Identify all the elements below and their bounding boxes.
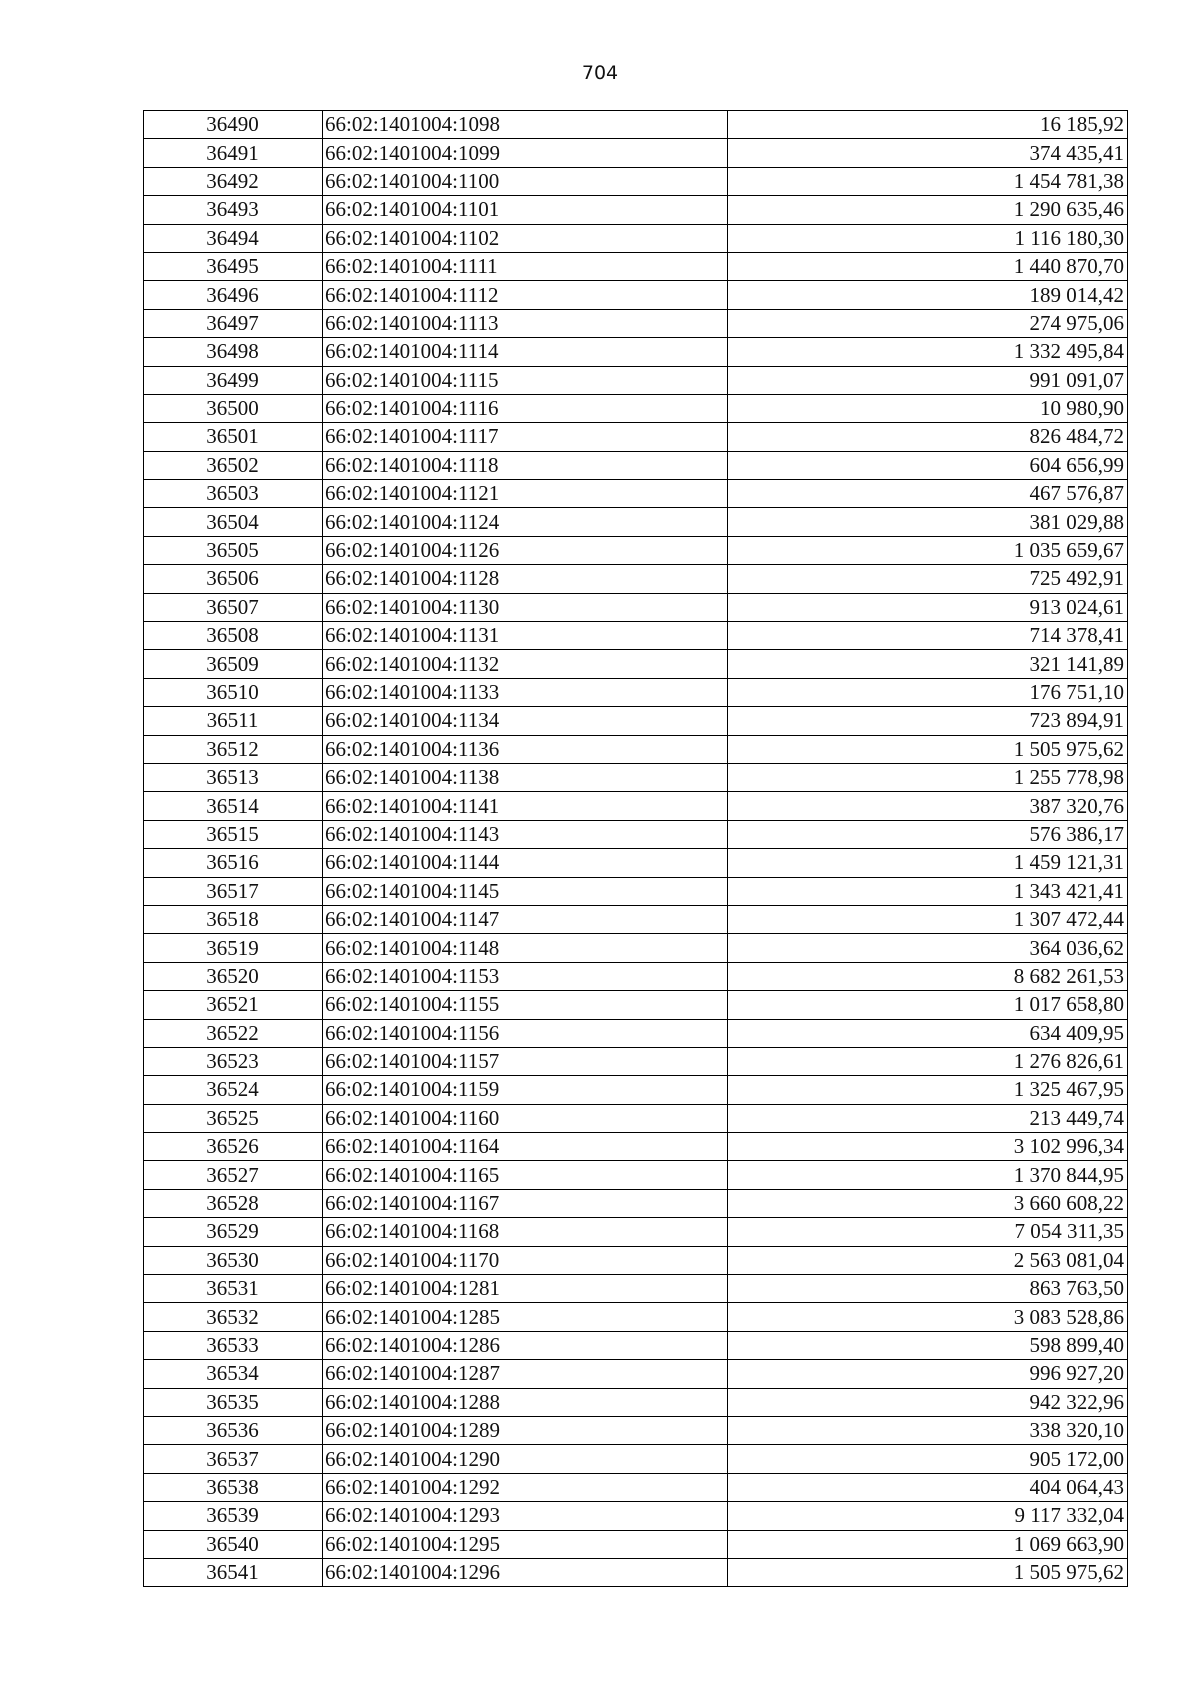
- cadastral-number-cell: 66:02:1401004:1141: [323, 792, 728, 820]
- cadastral-number-cell: 66:02:1401004:1100: [323, 167, 728, 195]
- table-row: [144, 1104, 1128, 1132]
- cadastral-number-cell: 66:02:1401004:1112: [323, 281, 728, 309]
- cadastral-number-cell: 66:02:1401004:1157: [323, 1047, 728, 1075]
- table-row: [144, 991, 1128, 1019]
- row-number-cell: 36502: [144, 451, 323, 479]
- table-row: [144, 1388, 1128, 1416]
- cadastral-number-cell: 66:02:1401004:1126: [323, 536, 728, 564]
- row-number-cell: 36535: [144, 1388, 323, 1416]
- row-number-cell: 36520: [144, 962, 323, 990]
- table-row: [144, 1218, 1128, 1246]
- table-row: [144, 1189, 1128, 1217]
- table-row: [144, 1246, 1128, 1274]
- table-row: [144, 792, 1128, 820]
- cadastral-number-cell: 66:02:1401004:1287: [323, 1360, 728, 1388]
- table-row: [144, 707, 1128, 735]
- table-row: [144, 394, 1128, 422]
- cadastral-number-cell: 66:02:1401004:1296: [323, 1558, 728, 1586]
- cadastral-value-cell: 7 054 311,35: [728, 1218, 1128, 1246]
- row-number-cell: 36508: [144, 622, 323, 650]
- cadastral-number-cell: 66:02:1401004:1101: [323, 196, 728, 224]
- table-row: [144, 1502, 1128, 1530]
- cadastral-number-cell: 66:02:1401004:1159: [323, 1076, 728, 1104]
- row-number-cell: 36534: [144, 1360, 323, 1388]
- cadastral-number-cell: 66:02:1401004:1295: [323, 1530, 728, 1558]
- cadastral-number-cell: 66:02:1401004:1115: [323, 366, 728, 394]
- row-number-cell: 36504: [144, 508, 323, 536]
- cadastral-number-cell: 66:02:1401004:1136: [323, 735, 728, 763]
- table-row: [144, 252, 1128, 280]
- cadastral-number-cell: 66:02:1401004:1124: [323, 508, 728, 536]
- cadastral-number-cell: 66:02:1401004:1286: [323, 1331, 728, 1359]
- cadastral-value-cell: 576 386,17: [728, 820, 1128, 848]
- cadastral-number-cell: 66:02:1401004:1285: [323, 1303, 728, 1331]
- row-number-cell: 36531: [144, 1275, 323, 1303]
- row-number-cell: 36495: [144, 252, 323, 280]
- table-row: [144, 451, 1128, 479]
- cadastral-number-cell: 66:02:1401004:1293: [323, 1502, 728, 1530]
- table-row: [144, 1445, 1128, 1473]
- cadastral-number-cell: 66:02:1401004:1102: [323, 224, 728, 252]
- cadastral-value-cell: 1 276 826,61: [728, 1047, 1128, 1075]
- row-number-cell: 36530: [144, 1246, 323, 1274]
- cadastral-value-cell: 723 894,91: [728, 707, 1128, 735]
- table-row: [144, 1303, 1128, 1331]
- cadastral-value-cell: 1 116 180,30: [728, 224, 1128, 252]
- row-number-cell: 36525: [144, 1104, 323, 1132]
- cadastral-value-cell: 604 656,99: [728, 451, 1128, 479]
- cadastral-number-cell: 66:02:1401004:1168: [323, 1218, 728, 1246]
- row-number-cell: 36516: [144, 849, 323, 877]
- cadastral-number-cell: 66:02:1401004:1281: [323, 1275, 728, 1303]
- table-body: [144, 111, 1128, 1587]
- table-row: [144, 820, 1128, 848]
- cadastral-value-cell: 725 492,91: [728, 565, 1128, 593]
- cadastral-value-cell: 1 325 467,95: [728, 1076, 1128, 1104]
- cadastral-value-cell: 364 036,62: [728, 934, 1128, 962]
- row-number-cell: 36494: [144, 224, 323, 252]
- cadastral-number-cell: 66:02:1401004:1167: [323, 1189, 728, 1217]
- row-number-cell: 36526: [144, 1133, 323, 1161]
- cadastral-value-cell: 826 484,72: [728, 423, 1128, 451]
- cadastral-value-cell: 1 017 658,80: [728, 991, 1128, 1019]
- table-row: [144, 763, 1128, 791]
- cadastral-number-cell: 66:02:1401004:1113: [323, 309, 728, 337]
- cadastral-value-cell: 16 185,92: [728, 111, 1128, 139]
- table-row: [144, 536, 1128, 564]
- row-number-cell: 36537: [144, 1445, 323, 1473]
- cadastral-number-cell: 66:02:1401004:1138: [323, 763, 728, 791]
- cadastral-number-cell: 66:02:1401004:1155: [323, 991, 728, 1019]
- cadastral-number-cell: 66:02:1401004:1145: [323, 877, 728, 905]
- cadastral-number-cell: 66:02:1401004:1128: [323, 565, 728, 593]
- cadastral-number-cell: 66:02:1401004:1288: [323, 1388, 728, 1416]
- row-number-cell: 36518: [144, 905, 323, 933]
- cadastral-number-cell: 66:02:1401004:1292: [323, 1473, 728, 1501]
- table-row: [144, 1360, 1128, 1388]
- cadastral-value-cell: 274 975,06: [728, 309, 1128, 337]
- table-row: [144, 139, 1128, 167]
- cadastral-value-cell: 598 899,40: [728, 1331, 1128, 1359]
- row-number-cell: 36517: [144, 877, 323, 905]
- cadastral-value-cell: 213 449,74: [728, 1104, 1128, 1132]
- cadastral-value-cell: 321 141,89: [728, 650, 1128, 678]
- cadastral-value-cell: 404 064,43: [728, 1473, 1128, 1501]
- row-number-cell: 36541: [144, 1558, 323, 1586]
- cadastral-number-cell: 66:02:1401004:1160: [323, 1104, 728, 1132]
- row-number-cell: 36510: [144, 678, 323, 706]
- cadastral-value-cell: 905 172,00: [728, 1445, 1128, 1473]
- table-row: [144, 309, 1128, 337]
- row-number-cell: 36532: [144, 1303, 323, 1331]
- cadastral-value-cell: 714 378,41: [728, 622, 1128, 650]
- table-row: [144, 877, 1128, 905]
- row-number-cell: 36498: [144, 338, 323, 366]
- table-row: [144, 366, 1128, 394]
- row-number-cell: 36539: [144, 1502, 323, 1530]
- cadastral-number-cell: 66:02:1401004:1148: [323, 934, 728, 962]
- row-number-cell: 36527: [144, 1161, 323, 1189]
- cadastral-number-cell: 66:02:1401004:1170: [323, 1246, 728, 1274]
- row-number-cell: 36515: [144, 820, 323, 848]
- table-row: [144, 1275, 1128, 1303]
- table-row: [144, 480, 1128, 508]
- cadastral-number-cell: 66:02:1401004:1153: [323, 962, 728, 990]
- cadastral-value-cell: 9 117 332,04: [728, 1502, 1128, 1530]
- cadastral-value-cell: 1 069 663,90: [728, 1530, 1128, 1558]
- row-number-cell: 36522: [144, 1019, 323, 1047]
- row-number-cell: 36514: [144, 792, 323, 820]
- cadastral-value-cell: 10 980,90: [728, 394, 1128, 422]
- cadastral-value-cell: 1 505 975,62: [728, 735, 1128, 763]
- cadastral-value-cell: 189 014,42: [728, 281, 1128, 309]
- cadastral-value-cell: 1 370 844,95: [728, 1161, 1128, 1189]
- cadastral-number-cell: 66:02:1401004:1099: [323, 139, 728, 167]
- table-row: [144, 622, 1128, 650]
- table-row: [144, 1530, 1128, 1558]
- table-row: [144, 224, 1128, 252]
- table-row: [144, 934, 1128, 962]
- cadastral-number-cell: 66:02:1401004:1156: [323, 1019, 728, 1047]
- row-number-cell: 36496: [144, 281, 323, 309]
- row-number-cell: 36497: [144, 309, 323, 337]
- cadastral-value-cell: 1 440 870,70: [728, 252, 1128, 280]
- cadastral-number-cell: 66:02:1401004:1164: [323, 1133, 728, 1161]
- cadastral-value-cell: 634 409,95: [728, 1019, 1128, 1047]
- cadastral-value-cell: 1 505 975,62: [728, 1558, 1128, 1586]
- table-row: [144, 735, 1128, 763]
- cadastral-number-cell: 66:02:1401004:1290: [323, 1445, 728, 1473]
- table-row: [144, 1331, 1128, 1359]
- cadastral-value-cell: 387 320,76: [728, 792, 1128, 820]
- cadastral-value-cell: 1 035 659,67: [728, 536, 1128, 564]
- cadastral-value-cell: 176 751,10: [728, 678, 1128, 706]
- table-row: [144, 565, 1128, 593]
- row-number-cell: 36491: [144, 139, 323, 167]
- table-row: [144, 167, 1128, 195]
- table-row: [144, 1019, 1128, 1047]
- table-row: [144, 905, 1128, 933]
- cadastral-value-cell: 467 576,87: [728, 480, 1128, 508]
- cadastral-value-cell: 3 102 996,34: [728, 1133, 1128, 1161]
- cadastral-value-cell: 1 290 635,46: [728, 196, 1128, 224]
- table-row: [144, 1047, 1128, 1075]
- row-number-cell: 36505: [144, 536, 323, 564]
- row-number-cell: 36511: [144, 707, 323, 735]
- cadastral-value-cell: 8 682 261,53: [728, 962, 1128, 990]
- cadastral-value-cell: 338 320,10: [728, 1416, 1128, 1444]
- cadastral-number-cell: 66:02:1401004:1144: [323, 849, 728, 877]
- table-row: [144, 593, 1128, 621]
- row-number-cell: 36512: [144, 735, 323, 763]
- row-number-cell: 36490: [144, 111, 323, 139]
- row-number-cell: 36540: [144, 1530, 323, 1558]
- row-number-cell: 36528: [144, 1189, 323, 1217]
- row-number-cell: 36529: [144, 1218, 323, 1246]
- table-row: [144, 962, 1128, 990]
- cadastral-value-cell: 381 029,88: [728, 508, 1128, 536]
- table-row: [144, 1416, 1128, 1444]
- cadastral-value-cell: 2 563 081,04: [728, 1246, 1128, 1274]
- table-row: [144, 678, 1128, 706]
- cadastral-value-cell: 991 091,07: [728, 366, 1128, 394]
- row-number-cell: 36523: [144, 1047, 323, 1075]
- cadastral-number-cell: 66:02:1401004:1133: [323, 678, 728, 706]
- cadastral-number-cell: 66:02:1401004:1111: [323, 252, 728, 280]
- table-row: [144, 1161, 1128, 1189]
- cadastral-value-cell: 3 083 528,86: [728, 1303, 1128, 1331]
- table-row: [144, 650, 1128, 678]
- cadastral-number-cell: 66:02:1401004:1134: [323, 707, 728, 735]
- page-number: 704: [581, 62, 619, 84]
- cadastral-value-table: [143, 110, 1128, 1587]
- table-row: [144, 338, 1128, 366]
- cadastral-value-cell: 1 454 781,38: [728, 167, 1128, 195]
- row-number-cell: 36519: [144, 934, 323, 962]
- cadastral-value-cell: 1 332 495,84: [728, 338, 1128, 366]
- cadastral-number-cell: 66:02:1401004:1114: [323, 338, 728, 366]
- row-number-cell: 36503: [144, 480, 323, 508]
- cadastral-number-cell: 66:02:1401004:1131: [323, 622, 728, 650]
- table-row: [144, 423, 1128, 451]
- table-row: [144, 849, 1128, 877]
- cadastral-value-cell: 913 024,61: [728, 593, 1128, 621]
- row-number-cell: 36507: [144, 593, 323, 621]
- row-number-cell: 36513: [144, 763, 323, 791]
- table-row: [144, 281, 1128, 309]
- table-row: [144, 1558, 1128, 1586]
- cadastral-number-cell: 66:02:1401004:1098: [323, 111, 728, 139]
- cadastral-value-cell: 3 660 608,22: [728, 1189, 1128, 1217]
- row-number-cell: 36538: [144, 1473, 323, 1501]
- cadastral-number-cell: 66:02:1401004:1165: [323, 1161, 728, 1189]
- table-row: [144, 1473, 1128, 1501]
- table-row: [144, 1133, 1128, 1161]
- cadastral-value-cell: 1 459 121,31: [728, 849, 1128, 877]
- cadastral-value-cell: 1 255 778,98: [728, 763, 1128, 791]
- table-row: [144, 1076, 1128, 1104]
- row-number-cell: 36509: [144, 650, 323, 678]
- cadastral-value-cell: 863 763,50: [728, 1275, 1128, 1303]
- cadastral-value-cell: 374 435,41: [728, 139, 1128, 167]
- row-number-cell: 36501: [144, 423, 323, 451]
- cadastral-number-cell: 66:02:1401004:1132: [323, 650, 728, 678]
- table-row: [144, 111, 1128, 139]
- row-number-cell: 36533: [144, 1331, 323, 1359]
- row-number-cell: 36506: [144, 565, 323, 593]
- row-number-cell: 36500: [144, 394, 323, 422]
- cadastral-number-cell: 66:02:1401004:1289: [323, 1416, 728, 1444]
- row-number-cell: 36493: [144, 196, 323, 224]
- cadastral-value-cell: 996 927,20: [728, 1360, 1128, 1388]
- cadastral-number-cell: 66:02:1401004:1147: [323, 905, 728, 933]
- row-number-cell: 36536: [144, 1416, 323, 1444]
- row-number-cell: 36492: [144, 167, 323, 195]
- cadastral-value-cell: 1 343 421,41: [728, 877, 1128, 905]
- cadastral-value-cell: 1 307 472,44: [728, 905, 1128, 933]
- cadastral-number-cell: 66:02:1401004:1117: [323, 423, 728, 451]
- table-row: [144, 508, 1128, 536]
- cadastral-number-cell: 66:02:1401004:1130: [323, 593, 728, 621]
- cadastral-number-cell: 66:02:1401004:1143: [323, 820, 728, 848]
- cadastral-value-cell: 942 322,96: [728, 1388, 1128, 1416]
- cadastral-number-cell: 66:02:1401004:1116: [323, 394, 728, 422]
- cadastral-number-cell: 66:02:1401004:1118: [323, 451, 728, 479]
- table-row: [144, 196, 1128, 224]
- row-number-cell: 36521: [144, 991, 323, 1019]
- row-number-cell: 36524: [144, 1076, 323, 1104]
- row-number-cell: 36499: [144, 366, 323, 394]
- cadastral-number-cell: 66:02:1401004:1121: [323, 480, 728, 508]
